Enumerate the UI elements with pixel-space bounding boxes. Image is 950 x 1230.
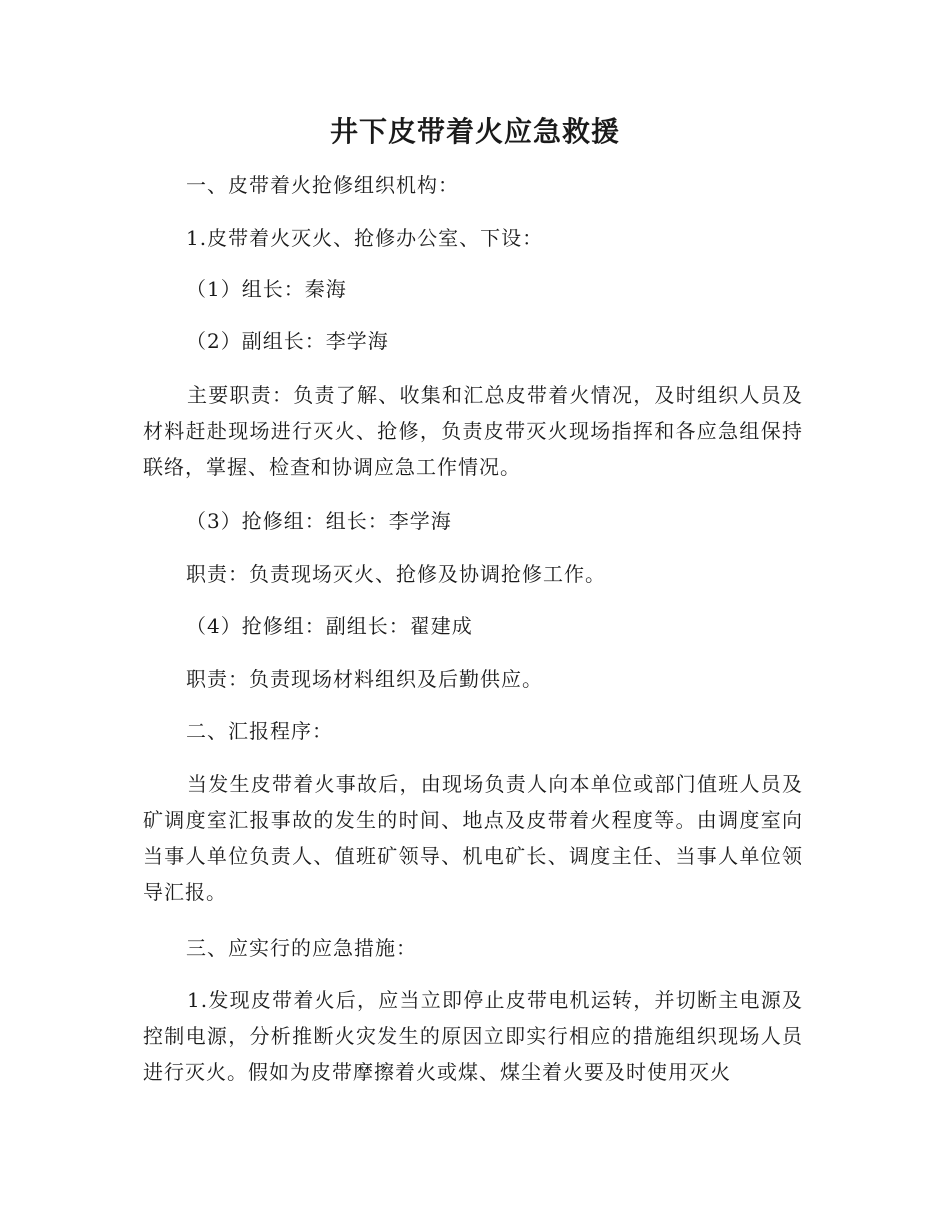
paragraph-reporting-procedure: 当发生皮带着火事故后，由现场负责人向本单位或部门值班人员及矿调度室汇报事故的发生的时间、地点及皮带着火程度等。由调度室向当事人单位负责人、值班矿领导、机电矿长、调度主任、当事人单位领导汇报。 xyxy=(143,772,803,904)
item-repair-team-deputy: （4）抢修组：副组长：翟建成 xyxy=(186,614,473,638)
paragraph-main-duties: 主要职责：负责了解、收集和汇总皮带着火情况，及时组织人员及材料赶赴现场进行灭火、抢修，负责皮带灭火现场指挥和各应急组保持联络，掌握、检查和协调应急工作情况。 xyxy=(143,383,803,479)
item-repair-team-duties: 职责：负责现场灭火、抢修及协调抢修工作。 xyxy=(186,562,606,586)
item-team-leader: （1）组长：秦海 xyxy=(186,277,347,301)
section-heading-organization: 一、皮带着火抢修组织机构： xyxy=(186,173,459,197)
paragraph-emergency-measure-1: 1.发现皮带着火后，应当立即停止皮带电机运转，并切断主电源及控制电源，分析推断火灾发生的原因立即实行相应的措施组织现场人员进行灭火。假如为皮带摩擦着火或煤、煤尘着火要及时使用灭火 xyxy=(143,988,803,1084)
section-heading-reporting: 二、汇报程序： xyxy=(186,719,333,743)
item-logistics-duties: 职责：负责现场材料组织及后勤供应。 xyxy=(186,667,543,691)
document-title: 井下皮带着火应急救援 xyxy=(329,115,620,148)
item-repair-team-leader: （3）抢修组：组长：李学海 xyxy=(186,509,452,533)
section-heading-emergency-measures: 三、应实行的应急措施： xyxy=(186,936,417,960)
item-deputy-leader: （2）副组长：李学海 xyxy=(186,329,389,353)
item-office-setup: 1.皮带着火灭火、抢修办公室、下设： xyxy=(186,226,544,250)
